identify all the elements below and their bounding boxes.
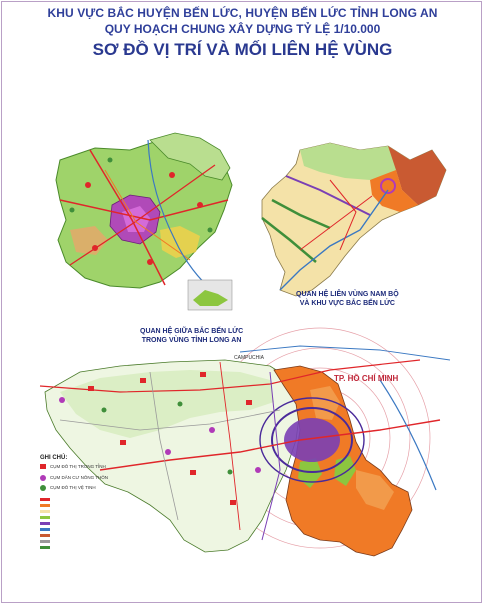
title-line-3: SƠ ĐỒ VỊ TRÍ VÀ MỐI LIÊN HỆ VÙNG <box>92 40 393 59</box>
legend-item-satellite: CỤM ĐÔ THỊ VỆ TINH <box>50 485 96 490</box>
long-an-province-map <box>32 328 456 584</box>
legend-title: GHI CHÚ: <box>40 455 68 461</box>
south-region-map <box>262 143 446 296</box>
caption-south-region: QUAN HỆ LIÊN VÙNG NAM BỘ VÀ KHU VỰC BẮC BẾN LỨC <box>296 291 399 307</box>
label-campuchia: CAMPUCHIA <box>234 355 265 361</box>
legend-item-urban: CỤM ĐÔ THỊ TRONG TỈNH <box>50 464 106 469</box>
legend-item-rural: CỤM DÂN CƯ NÔNG THÔN <box>50 475 109 480</box>
title-line-1: KHU VỰC BẮC HUYỆN BẾN LỨC, HUYỆN BẾN LỨC TỈNH LONG AN <box>47 6 438 20</box>
title-line-2: QUY HOẠCH CHUNG XÂY DỰNG TỶ LỆ 1/10.000 <box>104 22 381 36</box>
label-hcm: TP. HỒ CHÍ MINH <box>334 374 399 383</box>
hcm-region-map <box>50 127 236 313</box>
caption-province: QUAN HỆ GIỮA BẮC BẾN LỨC TRONG VÙNG TỈNH LONG AN <box>140 328 244 344</box>
